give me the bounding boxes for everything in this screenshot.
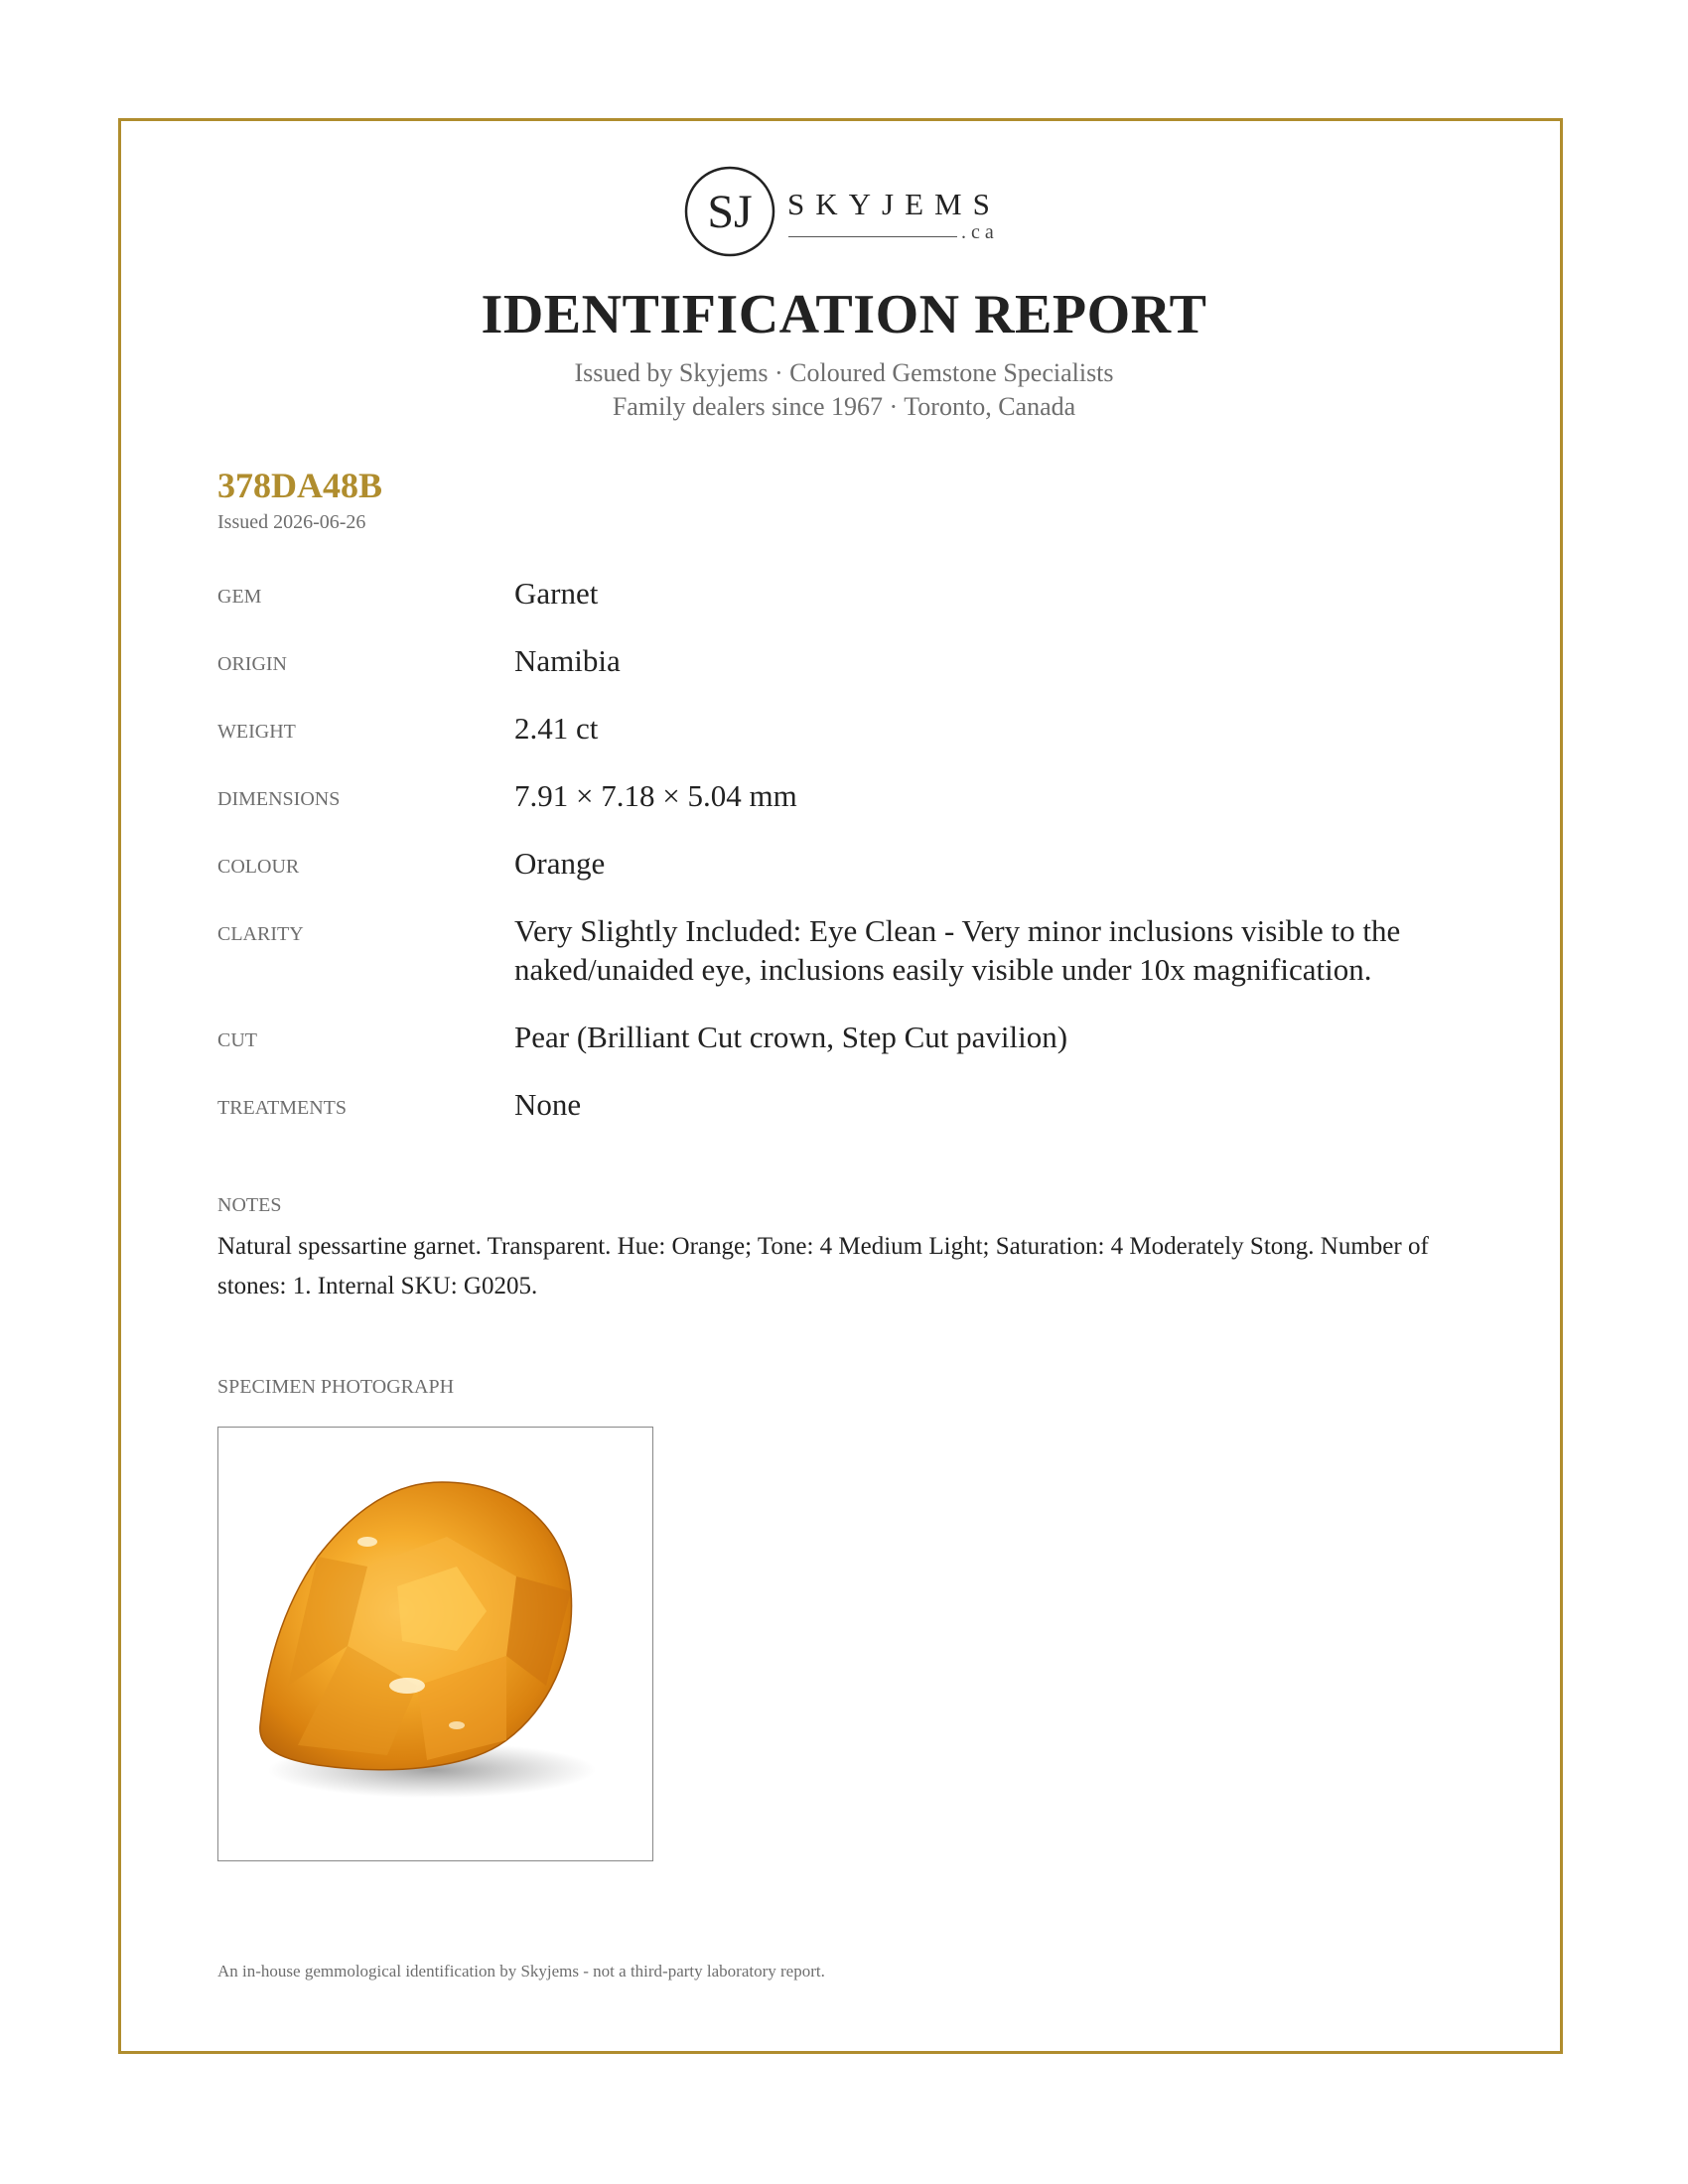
field-value-clarity: Very Slightly Included: Eye Clean - Very minor inclusions visible to the naked/unaided eye, inclusions easily visible under 10x magnification. bbox=[514, 913, 1401, 987]
issued-date: Issued 2026-06-26 bbox=[217, 511, 366, 533]
pear-gem-icon bbox=[218, 1428, 651, 1859]
field-label-gem: GEM bbox=[217, 586, 262, 608]
field-value-colour: Orange bbox=[514, 846, 606, 881]
field-label-clarity: CLARITY bbox=[217, 923, 304, 945]
brand-logo bbox=[683, 165, 1011, 264]
field-value-treatments: None bbox=[514, 1087, 582, 1122]
field-label-colour: COLOUR bbox=[217, 856, 300, 878]
report-title: IDENTIFICATION REPORT bbox=[481, 284, 1207, 345]
report-subtitle-1: Issued by Skyjems · Coloured Gemstone Specialists bbox=[574, 358, 1114, 387]
report-id: 378DA48B bbox=[217, 466, 383, 505]
field-value-origin: Namibia bbox=[514, 643, 621, 678]
notes-label: NOTES bbox=[217, 1194, 282, 1216]
field-label-weight: WEIGHT bbox=[217, 721, 296, 743]
specimen-photo bbox=[217, 1427, 653, 1861]
report-subtitle-2: Family dealers since 1967 · Toronto, Canada bbox=[612, 392, 1076, 421]
field-label-dimensions: DIMENSIONS bbox=[217, 788, 341, 810]
field-value-cut: Pear (Brilliant Cut crown, Step Cut pavilion) bbox=[514, 1020, 1068, 1054]
brand-underline bbox=[788, 236, 957, 237]
brand-wordmark: SKYJEMS bbox=[787, 187, 1001, 221]
sj-monogram-icon bbox=[683, 165, 776, 258]
footer-disclaimer: An in-house gemmological identification by Skyjems - not a third-party laboratory report. bbox=[217, 1962, 825, 1980]
monogram-text: SJ bbox=[707, 186, 753, 238]
field-value-weight: 2.41 ct bbox=[514, 711, 599, 746]
field-label-origin: ORIGIN bbox=[217, 653, 287, 675]
notes-text: Natural spessartine garnet. Transparent. Hue: Orange; Tone: 4 Medium Light; Saturation: 4 Moderately Stong. Number of stones: 1. Internal SKU: G0205. bbox=[217, 1233, 1429, 1299]
photo-label: SPECIMEN PHOTOGRAPH bbox=[217, 1376, 455, 1398]
field-value-dimensions: 7.91 × 7.18 × 5.04 mm bbox=[514, 778, 797, 813]
field-label-treatments: TREATMENTS bbox=[217, 1097, 347, 1119]
brand-tld: .ca bbox=[961, 221, 999, 243]
field-label-cut: CUT bbox=[217, 1029, 257, 1051]
field-value-gem: Garnet bbox=[514, 576, 599, 611]
